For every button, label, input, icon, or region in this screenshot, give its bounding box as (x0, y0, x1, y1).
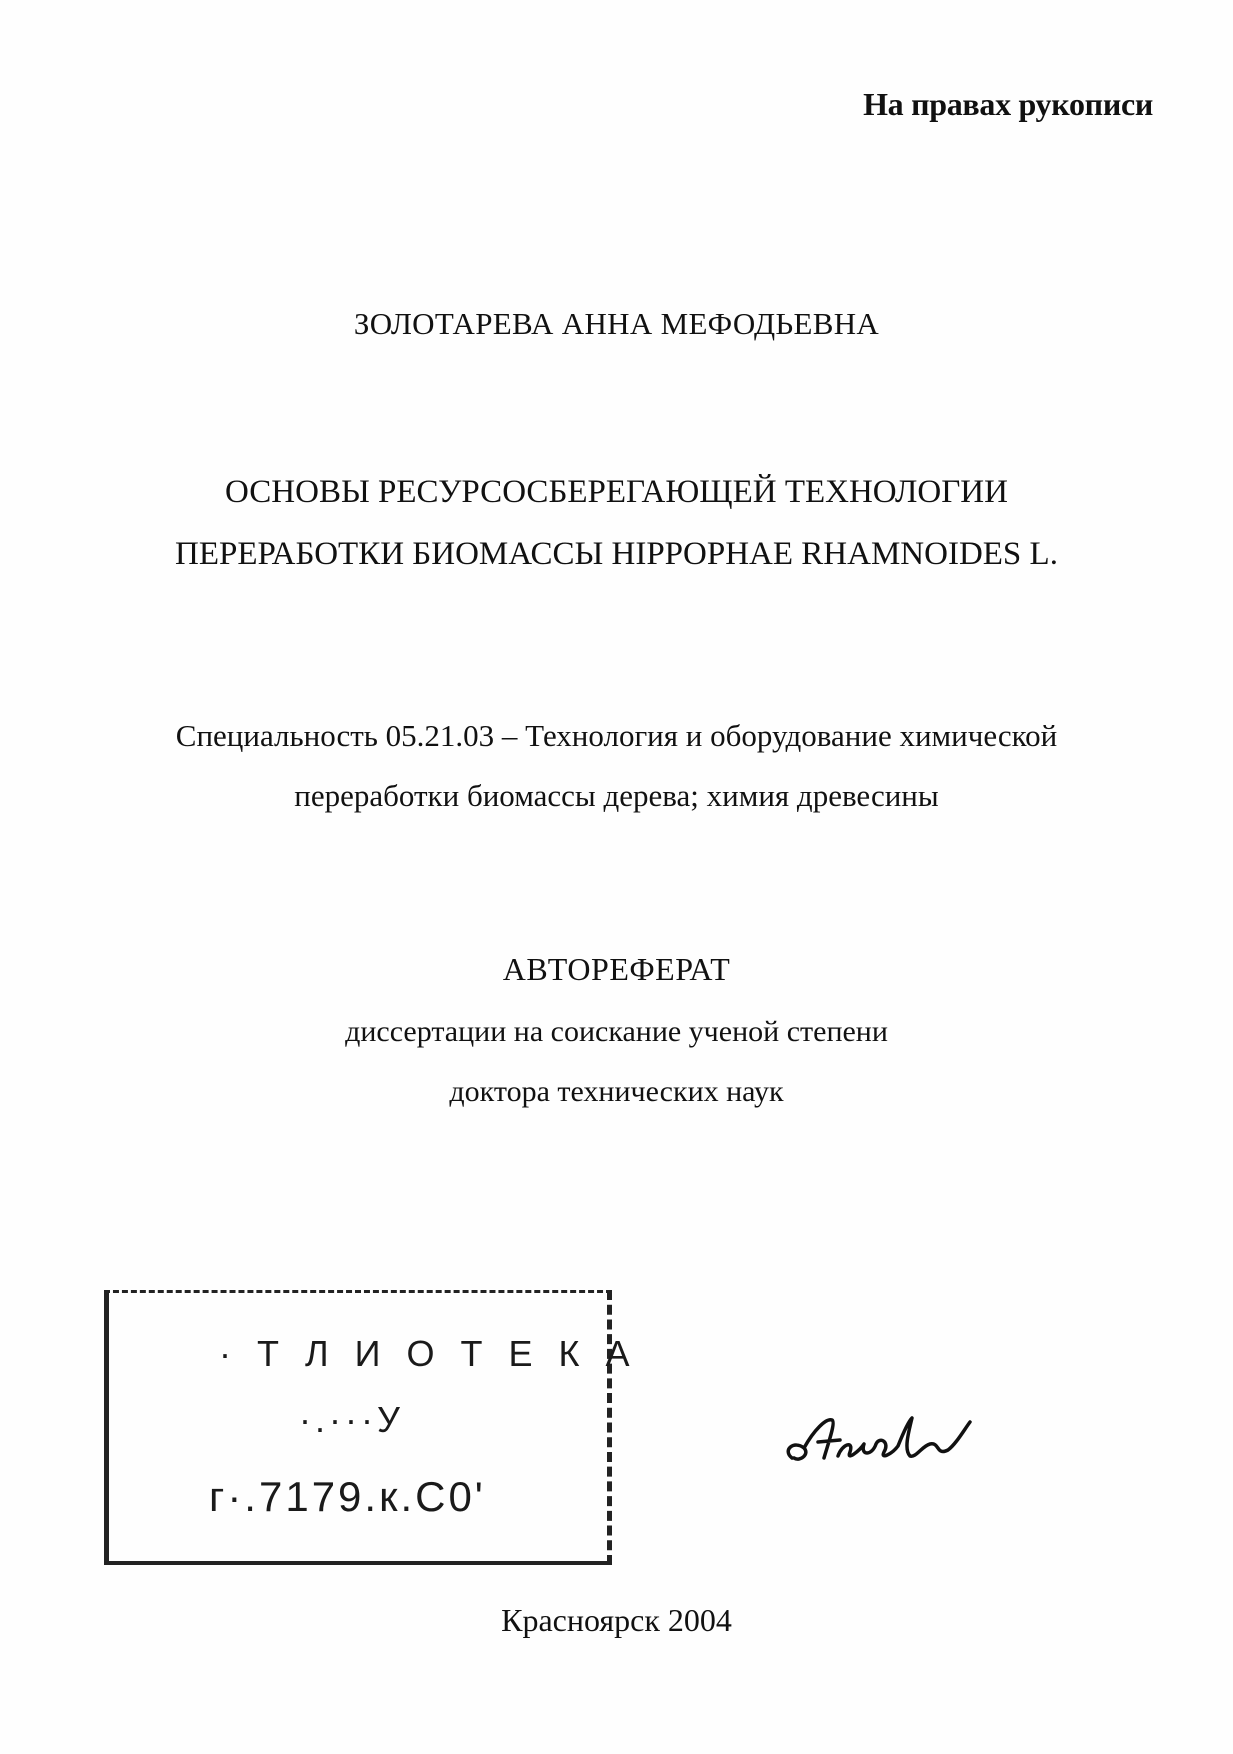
specialty-line-1: Специальность 05.21.03 – Технология и оборудование химической (175, 718, 1058, 753)
specialty-line-2: переработки биомассы дерева; химия древесины (294, 778, 939, 813)
city-year: Красноярск 2004 (501, 1602, 732, 1638)
document-type: АВТОРЕФЕРАТ (502, 951, 731, 987)
degree-line-1: диссертации на соискание ученой степени (345, 1015, 888, 1048)
signature-icon (780, 1400, 980, 1480)
stamp-line-1: · Т Л И О Т Е К А (219, 1333, 638, 1374)
stamp-line-3: г·.7179.к.С0' (209, 1473, 486, 1520)
manuscript-note: На правах рукописи (863, 86, 1153, 122)
library-stamp (104, 1290, 638, 1565)
author-name: ЗОЛОТАРЕВА АННА МЕФОДЬЕВНА (353, 306, 880, 341)
title-line-2: ПЕРЕРАБОТКИ БИОМАССЫ HIPPOPHAE RHAMNOIDES L. (175, 536, 1058, 572)
stamp-line-2: ·.···У (299, 1399, 404, 1440)
degree-line-2: доктора технических наук (449, 1075, 784, 1108)
title-line-1: ОСНОВЫ РЕСУРСОСБЕРЕГАЮЩЕЙ ТЕХНОЛОГИИ (225, 474, 1008, 510)
